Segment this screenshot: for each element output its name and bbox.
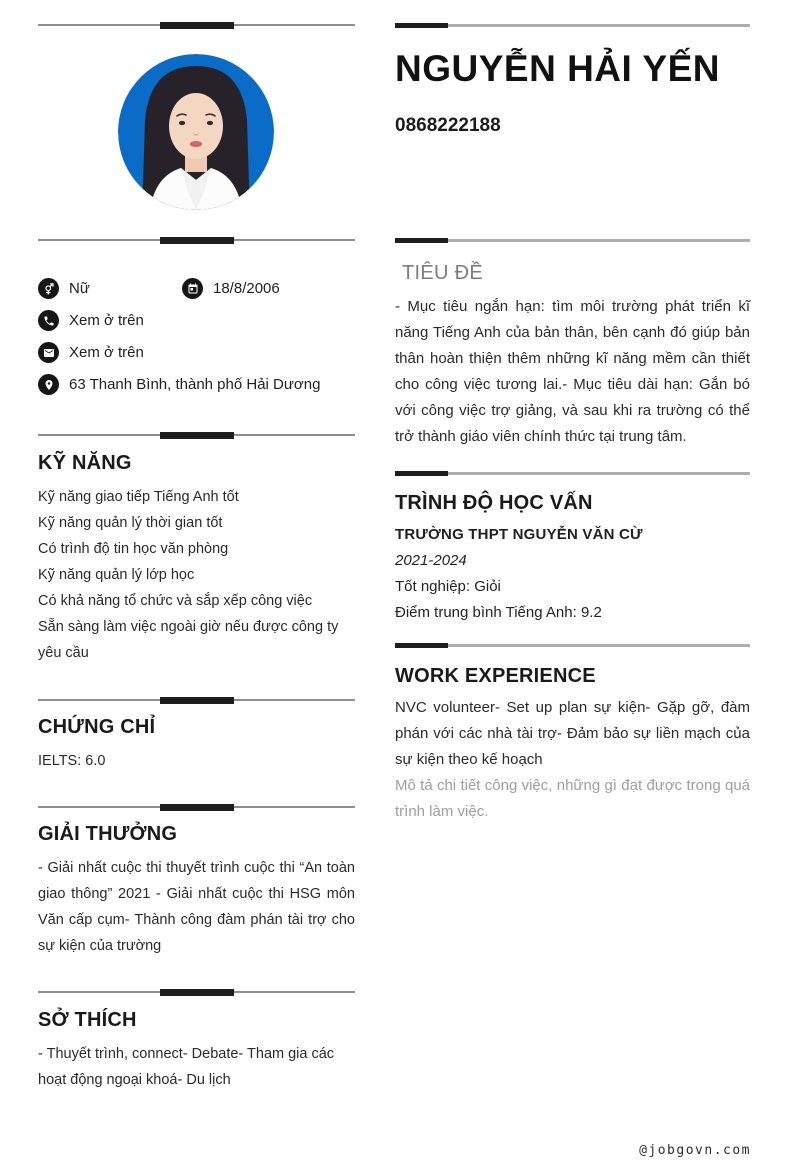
gender-icon [38, 278, 59, 299]
section-divider [38, 22, 355, 29]
gender-value: Nữ [69, 280, 90, 297]
divider-accent [395, 238, 448, 243]
contact-row [38, 310, 355, 331]
section-divider [38, 804, 355, 811]
phone-note-value: Xem ở trên [69, 312, 144, 329]
objective-title: TIÊU ĐỀ [402, 262, 483, 284]
education-section [395, 492, 750, 621]
contact-gender [38, 278, 182, 299]
skills-title: KỸ NĂNG [38, 452, 132, 474]
email-icon [38, 342, 59, 363]
hobbies-section [38, 1009, 355, 1093]
contact-birthday [182, 278, 280, 299]
divider-accent [160, 804, 234, 811]
experience-text: NVC volunteer- Set up plan sự kiện- Gặp gỡ, đàm phán với các nhà tài trợ- Đảm bảo sự liền mạch của sự kiện theo kế hoạch [395, 699, 750, 768]
divider-line [395, 644, 750, 647]
location-icon [38, 374, 59, 395]
section-divider [395, 237, 750, 244]
education-graduation: Tốt nghiệp: Giỏi [395, 578, 501, 595]
objective-text: - Mục tiêu ngắn hạn: tìm môi trường phát triển kĩ năng Tiếng Anh của bản thân, bên cạnh đó giúp bản thân hoàn thiện thêm những kĩ năng mềm cần thiết cho công việc tương lai.- Mục tiêu dài hạn: Gắn bó với công việc trợ giảng, và sau khi ra trường có thể trở thành giáo viên chính thức tại trung tâm. [395, 298, 750, 445]
section-divider [38, 432, 355, 439]
watermark: @jobgovn.com [639, 1143, 751, 1158]
certificates-text: IELTS: 6.0 [38, 753, 106, 769]
section-divider [38, 237, 355, 244]
education-period: 2021-2024 [395, 552, 467, 569]
calendar-icon [182, 278, 203, 299]
contact-info [38, 278, 355, 406]
divider-accent [160, 697, 234, 704]
section-divider [395, 470, 750, 477]
contact-phone [38, 310, 144, 331]
contact-row [38, 342, 355, 363]
skills-list [38, 484, 355, 666]
section-divider [38, 989, 355, 996]
education-gpa: Điểm trung bình Tiếng Anh: 9.2 [395, 604, 602, 621]
divider-accent [395, 23, 448, 28]
experience-section [395, 665, 750, 825]
section-divider [395, 642, 750, 649]
contact-email [38, 342, 144, 363]
phone-icon [38, 310, 59, 331]
email-note-value: Xem ở trên [69, 344, 144, 361]
divider-line [395, 24, 750, 27]
awards-text: - Giải nhất cuộc thi thuyết trình cuộc thi “An toàn giao thông” 2021 - Giải nhất cuộc thi HSG môn Văn cấp cụm- Thành công đàm phán tài trợ cho sự kiện của trường [38, 860, 355, 954]
experience-placeholder: Mô tả chi tiết công việc, những gì đạt được trong quá trình làm việc. [395, 777, 750, 820]
skill-item: Kỹ năng quản lý thời gian tốt [38, 515, 223, 531]
skill-item: Có trình độ tin học văn phòng [38, 541, 229, 557]
skills-section [38, 452, 355, 666]
section-divider [38, 697, 355, 704]
awards-title: GIẢI THƯỞNG [38, 823, 178, 845]
education-school: TRƯỜNG THPT NGUYỄN VĂN CỪ [395, 526, 643, 543]
divider-accent [160, 22, 234, 29]
candidate-name: NGUYỄN HẢI YẾN [395, 48, 720, 89]
certificates-title: CHỨNG CHỈ [38, 716, 156, 738]
profile-photo [118, 54, 274, 210]
divider-accent [160, 989, 234, 996]
experience-title: WORK EXPERIENCE [395, 665, 596, 687]
awards-section [38, 823, 355, 959]
skill-item: Kỹ năng giao tiếp Tiếng Anh tốt [38, 489, 239, 505]
skill-item: Kỹ năng quản lý lớp học [38, 567, 195, 583]
divider-accent [160, 432, 234, 439]
divider-line [395, 472, 750, 475]
section-divider [395, 22, 750, 29]
education-title: TRÌNH ĐỘ HỌC VẤN [395, 492, 593, 514]
contact-address [38, 374, 320, 395]
divider-accent [160, 237, 234, 244]
skill-item: Sẵn sàng làm việc ngoài giờ nếu được công ty yêu cầu [38, 619, 339, 661]
hobbies-title: SỞ THÍCH [38, 1009, 137, 1031]
address-value: 63 Thanh Bình, thành phố Hải Dương [69, 376, 321, 393]
candidate-phone: 0868222188 [395, 115, 501, 136]
profile-photo-image [118, 54, 274, 210]
contact-row [38, 374, 355, 395]
divider-accent [395, 471, 448, 476]
certificates-section [38, 716, 355, 774]
divider-line [395, 239, 750, 242]
skill-item: Có khả năng tổ chức và sắp xếp công việc [38, 593, 313, 609]
objective-section [395, 262, 750, 450]
contact-row [38, 278, 355, 299]
birthday-value: 18/8/2006 [213, 280, 280, 297]
hobbies-text: - Thuyết trình, connect- Debate- Tham gia các hoạt động ngoại khoá- Du lịch [38, 1046, 335, 1088]
divider-accent [395, 643, 448, 648]
